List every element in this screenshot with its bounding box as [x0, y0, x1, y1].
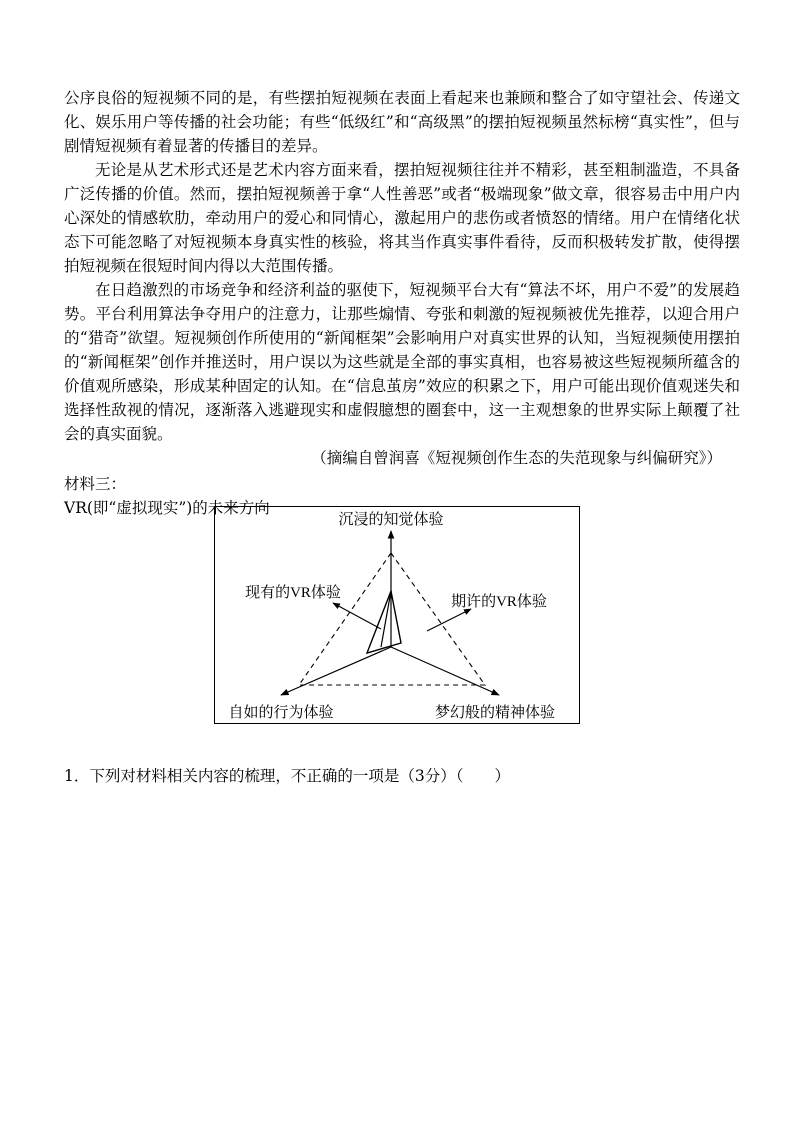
material-label: 材料三： — [64, 475, 127, 493]
current-vr-inner-line — [381, 591, 391, 647]
vr-direction-figure — [214, 506, 580, 724]
axis-bottom-left — [281, 647, 391, 695]
axis-bottom-right — [391, 647, 499, 695]
source-citation: （摘编自曾润喜《短视频创作生态的失范现象与纠偏研究》） — [311, 449, 722, 467]
current-vr-triangle — [367, 591, 401, 653]
paragraph-3: 在日趋激烈的市场竞争和经济利益的驱使下，短视频平台大有“算法不坏，用户不爱”的发展趋势。平台利用算法争夺用户的注意力，让那些煽情、夸张和刺激的短视频被优先推荐，以迎合用户的“猎奇”欲望。短视频创作所使用的“新闻框架”会影响用户对真实世界的认知，当短视频使用摆拍的“新闻框架”创作并推送时，用户误以为这些就是全部的事实真相，也容易被这些短视频所蕴含的价值观所感染，形成某种固定的认知。在“信息茧房”效应的积累之下，用户可能出现价值观迷失和选择性敌视的情况，逐渐落入逃避现实和虚假臆想的圈套中，这一主观想象的世界实际上颠覆了社会的真实面貌。 — [64, 281, 740, 443]
label-current-vr: 现有的VR体验 — [245, 585, 341, 601]
figure-caption: VR(即“虚拟现实”)的未来方向 — [64, 499, 270, 517]
label-behavior: 自如的行为体验 — [228, 705, 334, 721]
label-spiritual: 梦幻般的精神体验 — [434, 705, 556, 721]
vr-diagram — [215, 507, 581, 725]
paragraph-1: 公序良俗的短视频不同的是，有些摆拍短视频在表面上看起来也兼顾和整合了如守望社会、传递文化、娱乐用户等传播的社会功能；有些“低级红”和“高级黑”的摆拍短视频虽然标榜“真实性”，但与剧情短视频有着显著的传播目的差异。 — [64, 89, 740, 155]
arrow-current-vr — [333, 603, 381, 629]
label-immersive: 沉浸的知觉体验 — [338, 512, 444, 528]
paragraph-2: 无论是从艺术形式还是艺术内容方面来看，摆拍短视频往往并不精彩，甚至粗制滥造，不具备广泛传播的价值。然而，摆拍短视频善于拿“人性善恶”或者“极端现象”做文章，很容易击中用户内心深处的情感软肋，牵动用户的爱心和同情心，激起用户的悲伤或者愤怒的情绪。用户在情绪化状态下可能忽略了对短视频本身真实性的核验，将其当作真实事件看待，反而积极转发扩散，使得摆拍短视频在很短时间内得以大范围传播。 — [64, 161, 740, 275]
article-body — [64, 86, 740, 520]
question-1: 1．下列对材料相关内容的梳理，不正确的一项是（3分）（ ） — [64, 767, 510, 785]
expected-vr-triangle — [299, 553, 485, 685]
label-expected-vr: 期许的VR体验 — [451, 594, 547, 610]
